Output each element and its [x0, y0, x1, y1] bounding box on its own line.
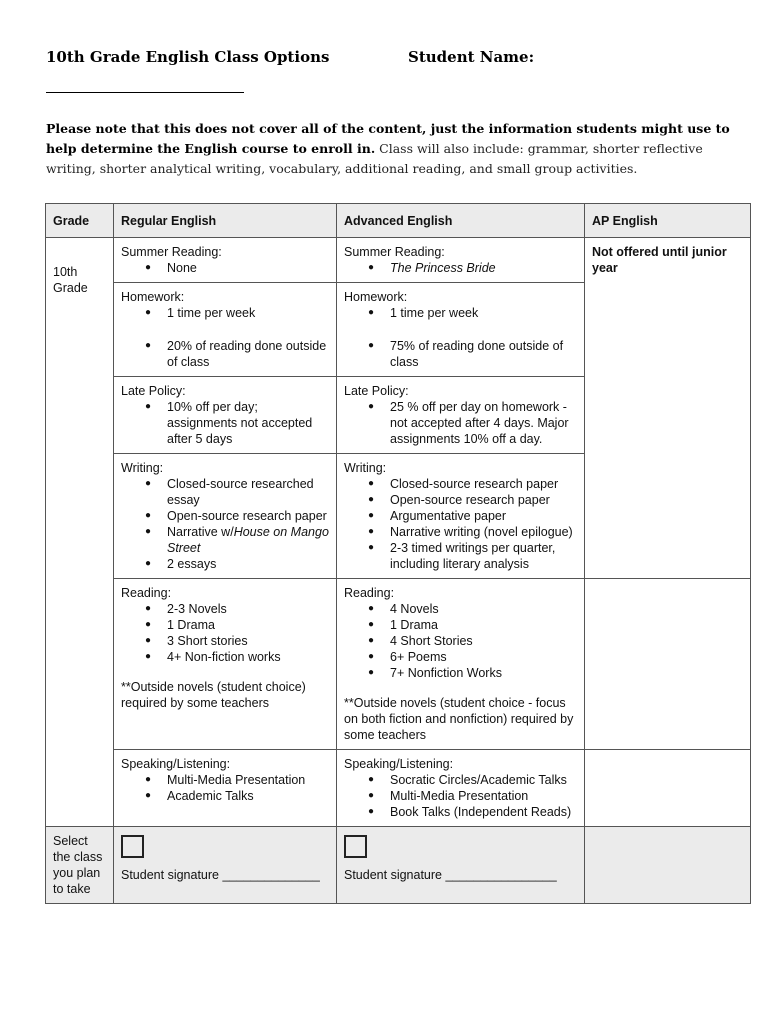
advanced-english-checkbox[interactable]: [344, 835, 367, 858]
advanced-writing-list: [344, 476, 577, 572]
advanced-speaking-label: Speaking/Listening:: [344, 757, 454, 771]
advanced-late-label: Late Policy:: [344, 384, 409, 398]
list-item: ● None: [167, 260, 329, 276]
regular-english-checkbox[interactable]: [121, 835, 144, 858]
speaking-row: [46, 750, 751, 827]
intro-bold-text: Please note that this does not cover all of the content, just the information students might use to help determine the English course to enroll in.: [46, 121, 730, 156]
select-class-row: [46, 827, 751, 904]
list-item: ● 1 Drama: [167, 617, 329, 633]
narrative-book-title: House on Mango Street: [167, 525, 329, 555]
list-item: ● 20% of reading done outside of class: [167, 338, 329, 370]
list-item: ● Narrative writing (novel epilogue): [390, 524, 577, 540]
list-item: ● 6+ Poems: [390, 649, 577, 665]
advanced-reading-list: [344, 601, 577, 681]
advanced-homework-cell: [337, 283, 585, 377]
regular-late-label: Late Policy:: [121, 384, 186, 398]
intro-paragraph: [46, 119, 736, 179]
regular-summer-list: [121, 260, 329, 276]
document-title: 10th Grade English Class Options: [46, 48, 330, 66]
advanced-reading-cell: [337, 579, 585, 750]
regular-reading-list: [121, 601, 329, 665]
list-item: ● 10% off per day; assignments not accepted after 5 days: [167, 399, 329, 447]
header-advanced-english: Advanced English: [337, 204, 585, 238]
reading-row: [46, 579, 751, 750]
advanced-late-cell: [337, 377, 585, 454]
advanced-select-cell: [337, 827, 585, 904]
regular-late-cell: [114, 377, 337, 454]
regular-reading-cell: [114, 579, 337, 750]
table-header-row: [46, 204, 751, 238]
list-item: ● Closed-source research paper: [390, 476, 577, 492]
ap-note-cell: Not offered until junior year: [585, 238, 751, 579]
list-item: ● 4 Short Stories: [390, 633, 577, 649]
regular-homework-cell: [114, 283, 337, 377]
ap-reading-cell: [585, 579, 751, 750]
advanced-signature-line[interactable]: Student signature ________________: [344, 868, 557, 882]
header-regular-english: Regular English: [114, 204, 337, 238]
advanced-late-list: [344, 399, 577, 447]
header-ap-english: AP English: [585, 204, 751, 238]
list-item: ● 1 time per week: [390, 305, 577, 321]
list-item: ● 75% of reading done outside of class: [390, 338, 577, 370]
list-item: ● Open-source research paper: [167, 508, 329, 524]
regular-speaking-list: [121, 772, 329, 804]
advanced-writing-label: Writing:: [344, 461, 387, 475]
intro-normal-text: Class will also include: grammar, shorter reflective writing, shorter analytical writing, vocabulary, additional reading, and small group activities.: [46, 141, 703, 176]
list-item: ● Academic Talks: [167, 788, 329, 804]
regular-homework-label: Homework:: [121, 290, 185, 304]
regular-reading-note: **Outside novels (student choice) required by some teachers: [121, 680, 306, 710]
list-item: ● Open-source research paper: [390, 492, 577, 508]
regular-summer-label: Summer Reading:: [121, 245, 222, 259]
list-item: ● Multi-Media Presentation: [390, 788, 577, 804]
list-item: ● 4 Novels: [390, 601, 577, 617]
advanced-reading-label: Reading:: [344, 586, 395, 600]
narrative-prefix: Narrative w/: [167, 525, 234, 539]
advanced-speaking-cell: [337, 750, 585, 827]
list-item: ● 1 Drama: [390, 617, 577, 633]
list-item: ● The Princess Bride: [390, 260, 577, 276]
list-item: ● 2 essays: [167, 556, 329, 572]
list-item: [167, 524, 329, 556]
grade-cell: 10th Grade: [46, 238, 114, 827]
list-item: ● Multi-Media Presentation: [167, 772, 329, 788]
regular-writing-list: [121, 476, 329, 572]
regular-homework-list: [121, 305, 329, 370]
advanced-summer-cell: [337, 238, 585, 283]
ap-speaking-cell: [585, 750, 751, 827]
regular-speaking-cell: [114, 750, 337, 827]
list-item: ● Argumentative paper: [390, 508, 577, 524]
student-name-label: Student Name:: [408, 48, 535, 66]
regular-writing-cell: [114, 454, 337, 579]
list-item: ● Book Talks (Independent Reads): [390, 804, 577, 820]
regular-speaking-label: Speaking/Listening:: [121, 757, 231, 771]
regular-writing-label: Writing:: [121, 461, 164, 475]
advanced-speaking-list: [344, 772, 577, 820]
list-item: ● 3 Short stories: [167, 633, 329, 649]
list-item: ● 2-3 Novels: [167, 601, 329, 617]
name-underline[interactable]: [46, 92, 244, 93]
regular-reading-label: Reading:: [121, 586, 172, 600]
class-options-table: [45, 203, 751, 904]
advanced-summer-list: [344, 260, 577, 276]
list-item: ● 2-3 timed writings per quarter, including literary analysis: [390, 540, 577, 572]
list-item: ● 7+ Nonfiction Works: [390, 665, 577, 681]
select-class-label: Select the class you plan to take: [46, 827, 114, 904]
regular-summer-cell: [114, 238, 337, 283]
list-item: ● 4+ Non-fiction works: [167, 649, 329, 665]
summer-reading-row: [46, 238, 751, 283]
advanced-reading-note: **Outside novels (student choice - focus on both fiction and nonfiction) required by some teachers: [344, 696, 574, 742]
regular-signature-line[interactable]: Student signature ______________: [121, 868, 320, 882]
list-item: ● 1 time per week: [167, 305, 329, 321]
advanced-writing-cell: [337, 454, 585, 579]
header-grade: Grade: [46, 204, 114, 238]
list-item: ● 25 % off per day on homework - not accepted after 4 days. Major assignments 10% off a day.: [390, 399, 577, 447]
advanced-homework-label: Homework:: [344, 290, 408, 304]
advanced-summer-label: Summer Reading:: [344, 245, 445, 259]
advanced-homework-list: [344, 305, 577, 370]
list-item: ● Socratic Circles/Academic Talks: [390, 772, 577, 788]
ap-select-cell: [585, 827, 751, 904]
regular-late-list: [121, 399, 329, 447]
list-item: ● Closed-source researched essay: [167, 476, 329, 508]
regular-select-cell: [114, 827, 337, 904]
